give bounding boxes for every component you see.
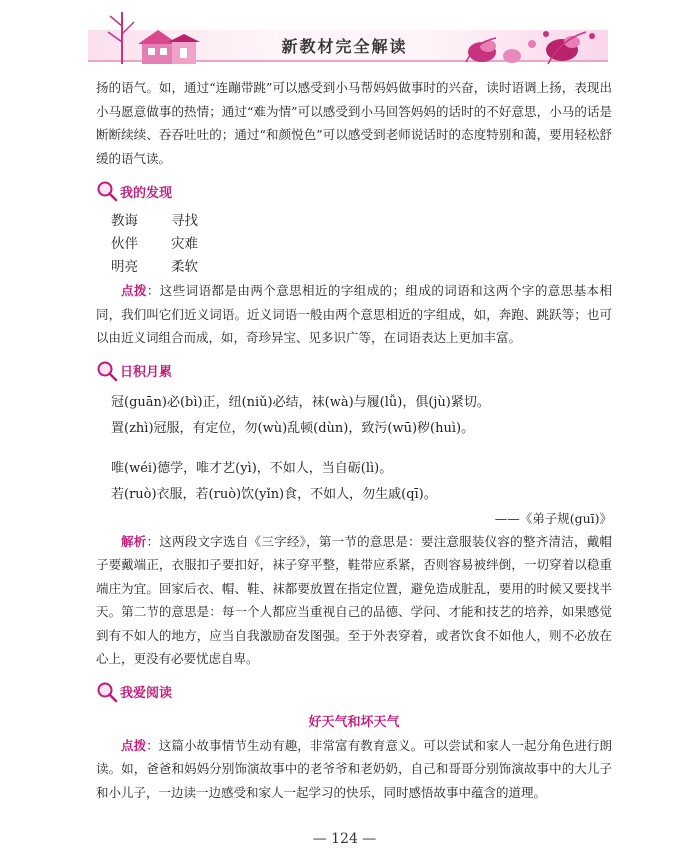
header-title: 新教材完全解读 — [281, 37, 408, 56]
section-daily-heading — [96, 360, 612, 382]
reading-tip — [96, 734, 612, 805]
analysis-text: ：这两段文字选自《三字经》，第一节的意思是：要注意服装仪容的整齐清洁，戴帽子要戴端正，衣服扣子要扣好，袜子穿平整，鞋带应系紧，否则容易被绊倒，一切穿着以稳重端庄为宜。回家后衣、帽、鞋、袜都要放置在指定位置，避免造成脏乱，要用的时候又要找半天。第二节的意思是：每一个人都应当重视自己的品德、学问、才能和技艺的培养，如果感觉到有不如人的地方，应当自我激励奋发图强。至于外表穿着，或者饮食不如他人，则不必放在心上，更没有必要忧虑自卑。 — [96, 533, 612, 666]
tip-text: ：这篇小故事情节生动有趣，非常富有教育意义。可以尝试和家人一起分角色进行朗读。如，爸爸和妈妈分别饰演故事中的老爷爷和老奶奶，自己和哥哥分别饰演故事中的大儿子和小儿子，一边读一边感受和家人一起学习的快乐，同时感悟故事中蕴含的道理。 — [96, 737, 612, 800]
page-header — [0, 0, 689, 66]
daily-analysis — [96, 530, 612, 671]
poem-source: ——《弟子规(guī)》 — [494, 510, 612, 526]
section-discovery-heading — [96, 180, 612, 202]
section-reading-heading — [96, 681, 612, 703]
word: 寻找 — [171, 213, 198, 229]
tip-label: 点拨 — [121, 283, 147, 298]
poem-line: 置(zhì)冠服，有定位，勿(wù)乱顿(dùn)，致污(wū)秽(huì)。 — [111, 420, 475, 436]
magnifier-icon — [96, 681, 118, 703]
poem-line: 唯(wéi)德学，唯才艺(yì)，不如人，当自砺(lì)。 — [111, 460, 393, 476]
page-number: — 124 — — [312, 831, 377, 847]
word-pair-row — [96, 210, 612, 233]
poem-gap — [96, 442, 612, 456]
discovery-tip — [96, 279, 612, 350]
poem-line: 若(ruò)衣服，若(ruò)饮(yǐn)食，不如人，勿生戚(qī)。 — [111, 486, 437, 502]
word: 明亮 — [111, 259, 138, 275]
magnifier-icon — [96, 360, 118, 382]
story-title: 好天气和坏天气 — [308, 714, 400, 730]
analysis-label: 解析 — [121, 533, 147, 549]
word: 柔软 — [171, 259, 198, 275]
page-content — [96, 76, 612, 804]
section-reading-title: 我爱阅读 — [120, 686, 173, 701]
word-pairs — [96, 210, 612, 279]
section-discovery-title: 我的发现 — [120, 185, 173, 201]
word: 伙伴 — [111, 236, 138, 252]
word-pair-row — [96, 256, 612, 279]
intro-paragraph: 扬的语气。如，通过“连蹦带跳”可以感受到小马帮妈妈做事时的兴奋，读时语调上扬，表现出小马愿意做事的热情；通过“难为情”可以感受到小马回答妈妈的话时的不好意思，小马的话是断断续续、吞吞吐吐的；通过“和颜悦色”可以感受到老师说话时的态度特别和蔼，要用轻松舒缓的语气读。 — [96, 80, 612, 166]
tip-label: 点拨 — [121, 737, 147, 753]
word-pair-row — [96, 233, 612, 256]
word: 灾难 — [171, 236, 198, 252]
magnifier-icon — [96, 180, 118, 202]
poem-line: 冠(guān)必(bì)正，纽(niǔ)必结，袜(wà)与履(lǚ)，俱(jù)紧切。 — [111, 394, 490, 410]
word: 教诲 — [111, 213, 138, 229]
section-daily-title: 日积月累 — [120, 365, 173, 380]
tip-text: ：这些词语都是由两个意思相近的字组成的；组成的词语和这两个字的意思基本相同，我们叫它们近义词语。近义词语一般由两个意思相近的字组成，如，奔跑、跳跃等；也可以由近义词组合而成，如，奇珍异宝、见多识广等，在词语表达上更加丰富。 — [96, 283, 612, 345]
